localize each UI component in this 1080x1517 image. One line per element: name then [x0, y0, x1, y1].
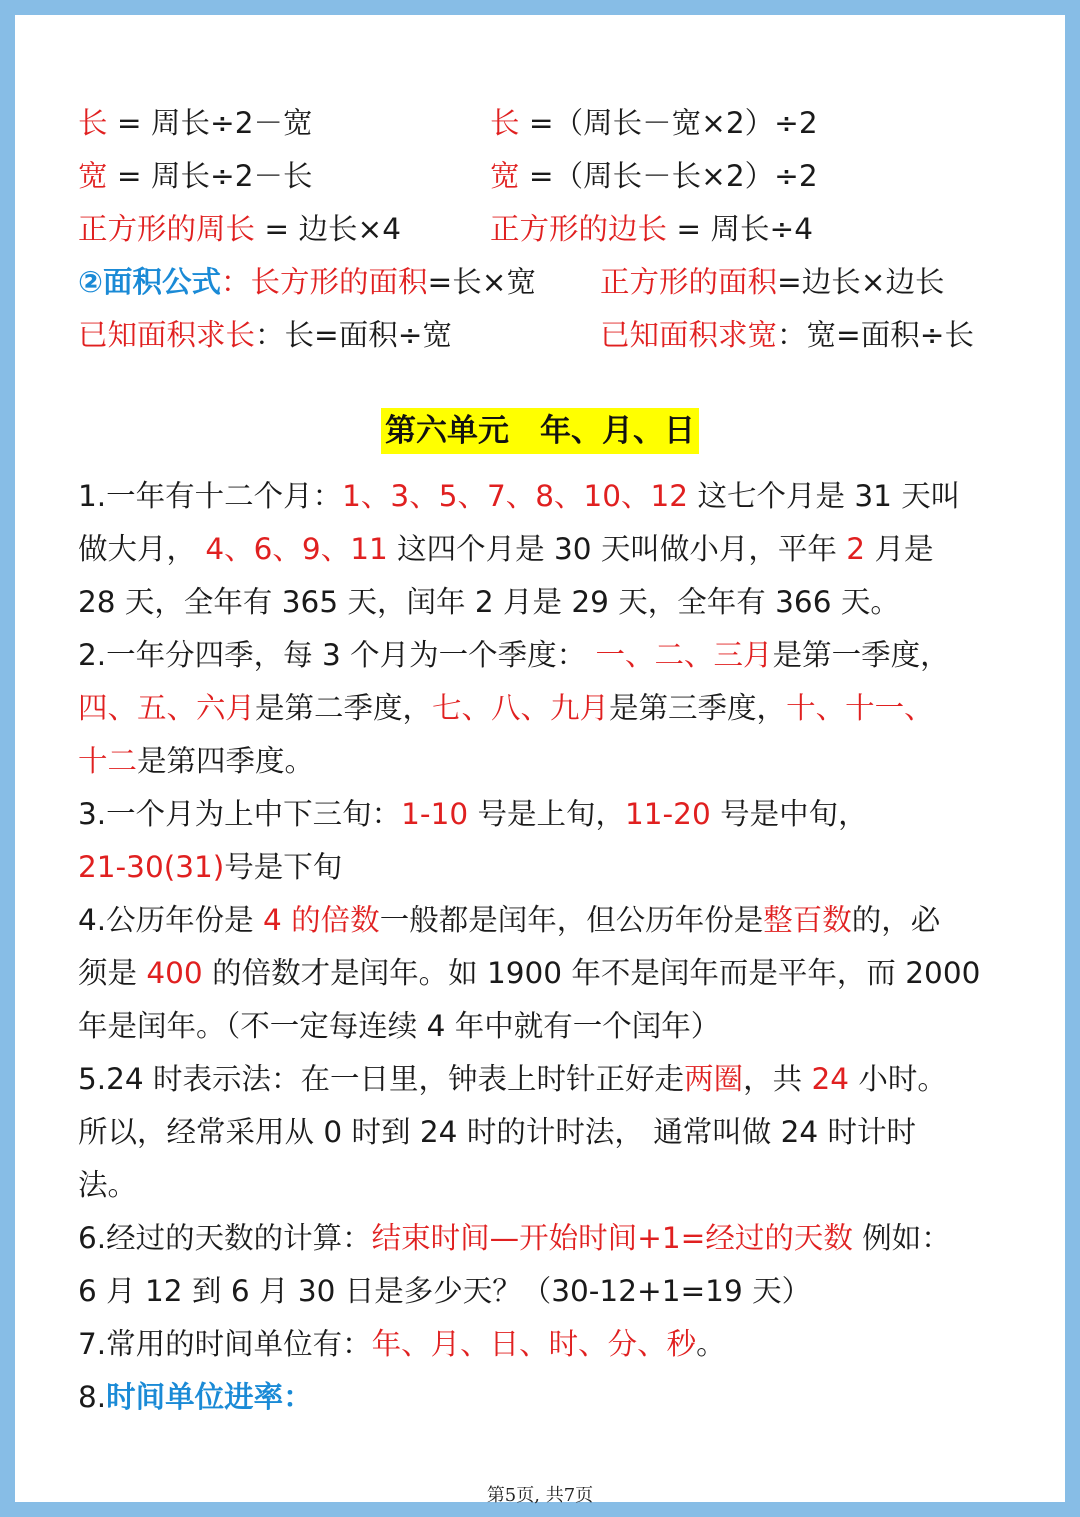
point-5-line-1	[78, 1053, 947, 1106]
formula-row-3	[78, 203, 401, 256]
formula-text: =（周长－宽×2）÷2	[519, 106, 818, 140]
whole-hundred: 整百数	[763, 903, 852, 937]
middle-period: 11-20	[625, 797, 711, 831]
area-formula-row-right	[600, 256, 944, 309]
text: 是第三季度，	[609, 691, 787, 725]
text: 是第一季度，	[772, 638, 950, 672]
colon: ：	[220, 265, 251, 299]
point-4-line-3: 年是闰年。（不一定每连续 4 年中就有一个闰年）	[78, 1009, 721, 1043]
term-width: 宽	[78, 159, 108, 193]
formula-text: ：宽=面积÷长	[777, 318, 974, 352]
term-width: 宽	[490, 159, 520, 193]
formula-text: = 周长÷2－宽	[107, 106, 313, 140]
two-rounds: 两圈	[684, 1062, 744, 1096]
term-square-area: 正方形的面积	[600, 265, 778, 299]
text: 例如：	[852, 1221, 951, 1255]
q1-months: 一、二、三月	[595, 638, 773, 672]
formula-text: = 边长×4	[255, 212, 401, 246]
section-title: 第六单元 年、月、日	[381, 408, 699, 454]
term-find-width: 已知面积求宽	[600, 318, 778, 352]
formula-text: =边长×边长	[777, 265, 945, 299]
text: 5.24 时表示法：在一日里，钟表上时针正好走	[78, 1062, 685, 1096]
formula-row-2	[78, 150, 312, 203]
point-6-line-1	[78, 1212, 951, 1265]
q4-months-cont: 十二	[78, 744, 138, 778]
time-units: 年、月、日、时、分、秒	[371, 1327, 697, 1361]
point-1-line-3: 28 天，全年有 365 天，闰年 2 月是 29 天，全年有 366 天。	[78, 585, 900, 619]
text: 6.经过的天数的计算：	[78, 1221, 372, 1255]
text: 号是中旬，	[710, 797, 868, 831]
hours-24: 24	[811, 1062, 850, 1096]
point-7-line-1	[78, 1318, 726, 1371]
point-6-line-2: 6 月 12 到 6 月 30 日是多少天？（30-12+1=19 天）	[78, 1274, 812, 1308]
formula-row-2-right	[490, 150, 818, 203]
text: 是第二季度，	[255, 691, 433, 725]
formula-text: = 周长÷2－长	[107, 159, 313, 193]
q2-months: 四、五、六月	[78, 691, 256, 725]
point-8-line-1	[78, 1371, 313, 1424]
term-find-length: 已知面积求长	[78, 318, 256, 352]
area-derive-row-right	[600, 309, 974, 362]
text: 1.一年有十二个月：	[78, 479, 343, 513]
february: 2	[846, 532, 866, 566]
text: ，共	[743, 1062, 812, 1096]
area-formula-row	[78, 256, 536, 309]
text: 的，必	[851, 903, 941, 937]
text: 小时。	[849, 1062, 947, 1096]
multiple-of-4: 4 的倍数	[263, 903, 380, 937]
point-5-line-3: 法。	[78, 1168, 138, 1202]
formula-row-3-right	[490, 203, 813, 256]
formula-text: ：长=面积÷宽	[255, 318, 452, 352]
formula-row-1	[78, 97, 312, 150]
text: 2.一年分四季，每 3 个月为一个季度：	[78, 638, 596, 672]
term-rectangle-area: 长方形的面积	[250, 265, 428, 299]
unit-conversion-heading: 时间单位进率：	[106, 1380, 313, 1414]
big-months: 1、3、5、7、8、10、12	[342, 479, 689, 513]
term-length: 长	[490, 106, 520, 140]
text: 4.公历年份是	[78, 903, 264, 937]
section-title-wrap	[15, 408, 1065, 454]
last-period: 21-30(31)	[78, 850, 225, 884]
text: 的倍数才是闰年。如 1900 年不是闰年而是平年，而 2000	[202, 956, 981, 990]
text: 是第四季度。	[137, 744, 315, 778]
small-months: 4、6、9、11	[205, 532, 388, 566]
point-3-line-2	[78, 841, 342, 894]
text: 。	[696, 1327, 726, 1361]
text: 这四个月是 30 天叫做小月，平年	[387, 532, 847, 566]
first-period: 1-10	[401, 797, 469, 831]
point-5-line-2: 所以，经常采用从 0 时到 24 时的计时法， 通常叫做 24 时计时	[78, 1115, 916, 1149]
text: 这七个月是 31 天叫	[688, 479, 961, 513]
point-1-line-2	[78, 523, 933, 576]
point-1-line-1	[78, 470, 960, 523]
text: 月是	[865, 532, 934, 566]
formula-row-1-right	[490, 97, 818, 150]
text: 7.常用的时间单位有：	[78, 1327, 372, 1361]
q3-months: 七、八、九月	[432, 691, 610, 725]
text: 做大月，	[78, 532, 206, 566]
formula-text: =（周长－长×2）÷2	[519, 159, 818, 193]
point-2-line-2	[78, 682, 934, 735]
point-2-line-3	[78, 735, 314, 788]
text: 须是	[78, 956, 147, 990]
text: 号是上旬，	[468, 797, 625, 831]
days-formula: 结束时间—开始时间+1=经过的天数	[371, 1221, 853, 1255]
formula-text: =长×宽	[427, 265, 536, 299]
document-page	[15, 15, 1065, 1506]
area-formula-heading: ②面积公式	[78, 265, 221, 299]
page-number: 第5页, 共7页	[486, 1485, 594, 1506]
point-4-line-2	[78, 947, 980, 1000]
text: 号是下旬	[224, 850, 343, 884]
q4-months: 十、十一、	[786, 691, 934, 725]
point-3-line-1	[78, 788, 868, 841]
formula-text: = 周长÷4	[667, 212, 813, 246]
text: 一般都是闰年，但公历年份是	[379, 903, 764, 937]
term-square-side: 正方形的边长	[490, 212, 668, 246]
point-4-line-1	[78, 894, 940, 947]
point-2-line-1	[78, 629, 950, 682]
term-square-perimeter: 正方形的周长	[78, 212, 256, 246]
text: 3.一个月为上中下三旬：	[78, 797, 402, 831]
area-derive-row	[78, 309, 452, 362]
text: 8.	[78, 1380, 107, 1414]
term-length: 长	[78, 106, 108, 140]
multiple-of-400: 400	[146, 956, 203, 990]
